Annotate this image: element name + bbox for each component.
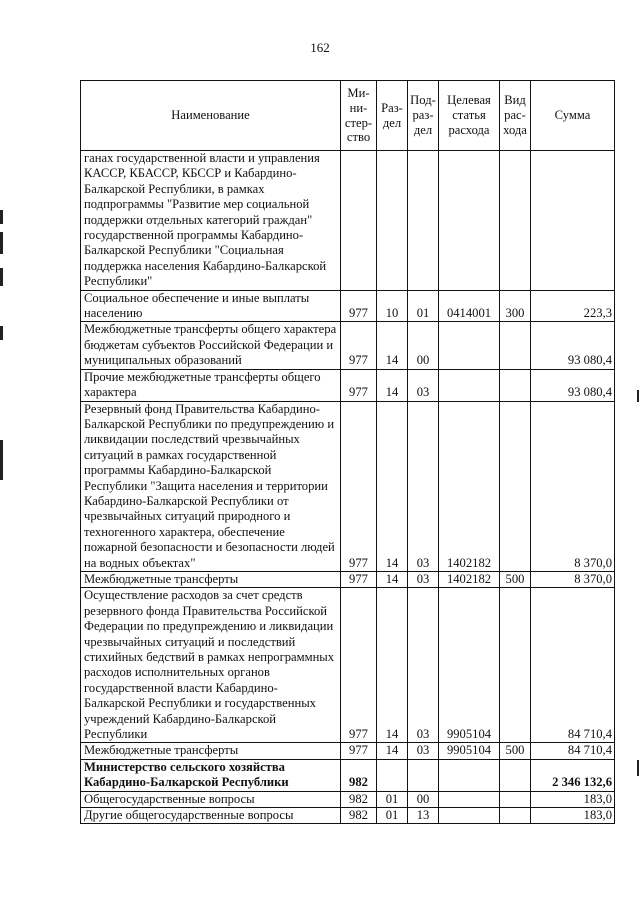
cell-section (377, 151, 408, 291)
cell-subsection: 00 (408, 322, 439, 369)
cell-section: 10 (377, 290, 408, 322)
cell-ministry: 977 (341, 588, 377, 743)
header-type: Вид рас- хода (500, 81, 531, 151)
cell-sum: 84 710,4 (531, 743, 615, 759)
cell-subsection: 03 (408, 401, 439, 571)
cell-type (500, 369, 531, 401)
cell-sum: 183,0 (531, 791, 615, 807)
scan-mark-right-1 (637, 390, 639, 402)
cell-ministry: 977 (341, 571, 377, 587)
cell-subsection: 13 (408, 808, 439, 824)
cell-section: 14 (377, 743, 408, 759)
cell-type (500, 791, 531, 807)
cell-ministry: 977 (341, 322, 377, 369)
table-row (81, 743, 615, 759)
cell-target (439, 759, 500, 791)
cell-target (439, 369, 500, 401)
scan-mark-left-1 (0, 210, 3, 224)
cell-target: 9905104 (439, 743, 500, 759)
scan-mark-left-2 (0, 232, 3, 254)
table-row (81, 759, 615, 791)
cell-sum: 8 370,0 (531, 571, 615, 587)
table-row (81, 571, 615, 587)
cell-section: 14 (377, 369, 408, 401)
cell-subsection (408, 151, 439, 291)
header-subsection: Под- раз- дел (408, 81, 439, 151)
table-row (81, 151, 615, 291)
cell-type (500, 401, 531, 571)
cell-type: 500 (500, 571, 531, 587)
cell-section: 14 (377, 571, 408, 587)
header-section: Раз- дел (377, 81, 408, 151)
cell-name: Социальное обеспечение и иные выплаты населению (81, 290, 341, 322)
cell-type (500, 151, 531, 291)
cell-sum: 8 370,0 (531, 401, 615, 571)
cell-type (500, 588, 531, 743)
cell-target (439, 791, 500, 807)
cell-section: 14 (377, 322, 408, 369)
cell-subsection: 01 (408, 290, 439, 322)
cell-name: Межбюджетные трансферты общего характера бюджетам субъектов Российской Федерации и муниципальных образований (81, 322, 341, 369)
table-row (81, 808, 615, 824)
cell-ministry: 977 (341, 401, 377, 571)
cell-sum: 223,3 (531, 290, 615, 322)
cell-sum: 2 346 132,6 (531, 759, 615, 791)
cell-section: 01 (377, 808, 408, 824)
table-header-row (81, 81, 615, 151)
cell-target (439, 808, 500, 824)
cell-ministry: 982 (341, 759, 377, 791)
table-row (81, 322, 615, 369)
cell-target: 1402182 (439, 571, 500, 587)
table-row (81, 290, 615, 322)
cell-sum: 183,0 (531, 808, 615, 824)
scan-mark-right-2 (637, 760, 639, 776)
cell-ministry: 977 (341, 743, 377, 759)
cell-type: 500 (500, 743, 531, 759)
cell-name: Межбюджетные трансферты (81, 743, 341, 759)
cell-target (439, 322, 500, 369)
scan-mark-left-4 (0, 326, 3, 340)
cell-ministry: 977 (341, 290, 377, 322)
cell-target: 1402182 (439, 401, 500, 571)
table-row (81, 588, 615, 743)
budget-table (80, 80, 615, 824)
table-row (81, 791, 615, 807)
cell-ministry: 982 (341, 791, 377, 807)
cell-section: 14 (377, 588, 408, 743)
cell-sum: 93 080,4 (531, 369, 615, 401)
cell-section (377, 759, 408, 791)
table-body (81, 151, 615, 824)
cell-name: Межбюджетные трансферты (81, 571, 341, 587)
cell-target: 0414001 (439, 290, 500, 322)
cell-name: Прочие межбюджетные трансферты общего характера (81, 369, 341, 401)
cell-target: 9905104 (439, 588, 500, 743)
cell-subsection (408, 759, 439, 791)
cell-name: Осуществление расходов за счет средств резервного фонда Правительства Российской Федерации по предупреждению и ликвидации чрезвычайных ситуаций и последствий стихийных бедствий в рамках непрограммных расходов исполнительных органов государственной власти Кабардино-Балкарской Республики и государственных учреждений Кабардино-Балкарской Республики (81, 588, 341, 743)
header-ministry: Ми- ни- стер- ство (341, 81, 377, 151)
table-row (81, 369, 615, 401)
header-name: Наименование (81, 81, 341, 151)
page-number: 162 (310, 40, 330, 55)
cell-sum (531, 151, 615, 291)
cell-type (500, 759, 531, 791)
cell-name: Общегосударственные вопросы (81, 791, 341, 807)
cell-name: ганах государственной власти и управления КАССР, КБАССР, КБССР и Кабардино-Балкарской Республики, в рамках подпрограммы "Развитие мер социальной поддержки отдельных категорий граждан" государственной программы Кабардино-Балкарской Республики "Социальная поддержка населения Кабардино-Балкарской Республики" (81, 151, 341, 291)
scan-mark-left-3 (0, 268, 3, 286)
cell-subsection: 03 (408, 588, 439, 743)
cell-ministry (341, 151, 377, 291)
cell-name: Резервный фонд Правительства Кабардино-Балкарской Республики по предупреждению и ликвидации последствий чрезвычайных ситуаций в рамках государственной программы Кабардино-Балкарской Республики "Защита населения и территории Кабардино-Балкарской Республики от чрезвычайных ситуаций природного и техногенного характера, обеспечение пожарной безопасности и безопасности людей на водных объектах" (81, 401, 341, 571)
cell-sum: 84 710,4 (531, 588, 615, 743)
cell-target (439, 151, 500, 291)
header-target: Целевая статья расхода (439, 81, 500, 151)
cell-subsection: 03 (408, 369, 439, 401)
cell-ministry: 982 (341, 808, 377, 824)
cell-type: 300 (500, 290, 531, 322)
cell-subsection: 00 (408, 791, 439, 807)
cell-subsection: 03 (408, 743, 439, 759)
scan-mark-left-5 (0, 440, 3, 480)
cell-section: 01 (377, 791, 408, 807)
cell-section: 14 (377, 401, 408, 571)
cell-type (500, 808, 531, 824)
table-row (81, 401, 615, 571)
cell-sum: 93 080,4 (531, 322, 615, 369)
cell-subsection: 03 (408, 571, 439, 587)
cell-type (500, 322, 531, 369)
cell-ministry: 977 (341, 369, 377, 401)
header-sum: Сумма (531, 81, 615, 151)
cell-name: Другие общегосударственные вопросы (81, 808, 341, 824)
cell-name: Министерство сельского хозяйства Кабардино-Балкарской Республики (81, 759, 341, 791)
